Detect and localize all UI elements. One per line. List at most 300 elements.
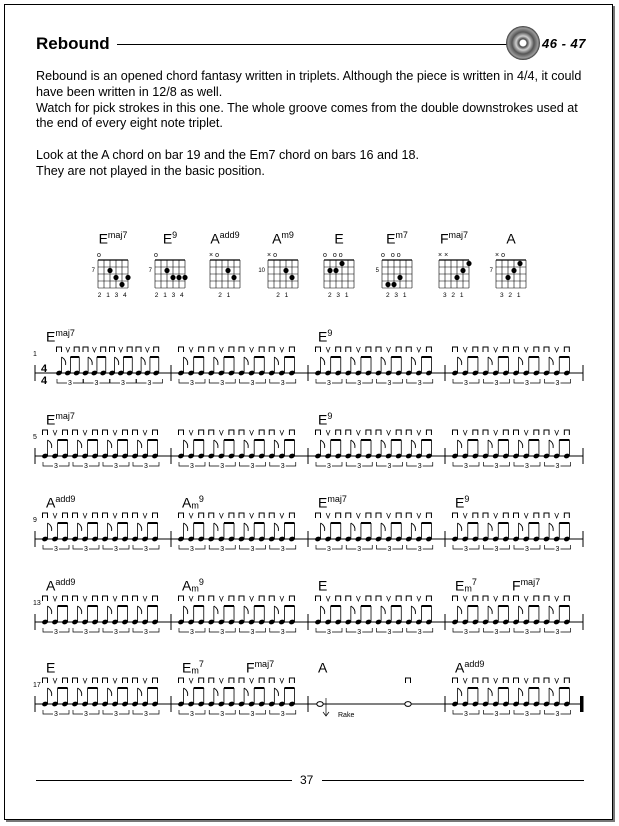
- triplet-number: 3: [525, 463, 529, 470]
- downstroke-mark: [63, 596, 68, 601]
- chord-label: [46, 411, 75, 428]
- note-flag: [351, 523, 355, 531]
- downstroke-mark: [123, 596, 128, 601]
- fret-number: 7: [148, 268, 152, 274]
- chord-label-minor: m: [464, 583, 472, 594]
- downstroke-mark: [426, 513, 431, 518]
- downstroke-mark: [239, 430, 244, 435]
- triplet-number: 3: [54, 463, 58, 470]
- upstroke-mark: [83, 596, 87, 601]
- downstroke-mark: [564, 430, 569, 435]
- note-flag: [411, 357, 415, 365]
- fret-number: 7: [91, 268, 95, 274]
- chord-label-extension: 9: [198, 494, 204, 504]
- bar-number: 9: [33, 517, 37, 524]
- triplet-number: 3: [190, 463, 194, 470]
- chord-extension: add9: [219, 230, 240, 240]
- downstroke-mark: [110, 347, 115, 352]
- fret-number: 7: [489, 268, 493, 274]
- note-flag: [274, 440, 278, 448]
- downstroke-mark: [199, 347, 204, 352]
- downstroke-mark: [209, 596, 214, 601]
- note-flag: [549, 440, 553, 448]
- upstroke-mark: [250, 596, 254, 601]
- triplet-number: 3: [54, 711, 58, 718]
- intro-p4: They are not played in the basic position.: [36, 163, 265, 178]
- open-strings: ×o: [209, 252, 221, 259]
- triplet-number: 3: [464, 711, 468, 718]
- downstroke-mark: [483, 513, 488, 518]
- downstroke-mark: [406, 596, 411, 601]
- note-flag: [78, 606, 82, 614]
- upstroke-mark: [524, 596, 528, 601]
- downstroke-mark: [336, 430, 341, 435]
- upstroke-mark: [494, 347, 498, 352]
- triplet-number: 3: [121, 380, 125, 387]
- downstroke-mark: [473, 513, 478, 518]
- chord-label-root: E: [318, 494, 328, 511]
- note-flag: [138, 606, 142, 614]
- upstroke-mark: [280, 347, 284, 352]
- triplet-number: 3: [464, 629, 468, 636]
- upstroke-mark: [250, 430, 254, 435]
- downstroke-mark: [229, 596, 234, 601]
- triplet-number: 3: [68, 380, 72, 387]
- half-note: [317, 702, 323, 707]
- downstroke-mark: [43, 596, 48, 601]
- upstroke-mark: [189, 430, 193, 435]
- downstroke-mark: [346, 513, 351, 518]
- upstroke-mark: [463, 347, 467, 352]
- triplet-number: 3: [494, 629, 499, 636]
- downstroke-mark: [269, 430, 274, 435]
- upstroke-mark: [463, 513, 467, 518]
- downstroke-mark: [199, 596, 204, 601]
- upstroke-mark: [189, 513, 193, 518]
- note-flag: [184, 688, 188, 696]
- note-flag: [321, 357, 325, 365]
- chord-label: [455, 577, 477, 594]
- triplet-number: 3: [280, 546, 285, 553]
- upstroke-mark: [555, 596, 559, 601]
- chord-label: [46, 328, 75, 345]
- upstroke-mark: [189, 678, 193, 683]
- downstroke-mark: [564, 347, 569, 352]
- chord-extension: maj7: [107, 230, 128, 240]
- triplet-number: 3: [220, 711, 225, 718]
- triplet-number: 3: [327, 546, 331, 553]
- upstroke-mark: [463, 678, 467, 683]
- downstroke-mark: [259, 678, 264, 683]
- downstroke-mark: [396, 596, 401, 601]
- finger-numbers: 3 2 1: [443, 292, 465, 299]
- downstroke-mark: [289, 678, 294, 683]
- note-flag: [274, 606, 278, 614]
- downstroke-mark: [73, 513, 78, 518]
- open-strings: ××: [438, 252, 451, 259]
- chord-label-root: A: [182, 494, 192, 511]
- note-flag: [519, 357, 523, 365]
- triplet-number: 3: [190, 711, 194, 718]
- finger-numbers: 3 2 1: [500, 292, 522, 299]
- downstroke-mark: [396, 430, 401, 435]
- downstroke-mark: [426, 430, 431, 435]
- note-flag: [488, 688, 492, 696]
- downstroke-mark: [43, 430, 48, 435]
- downstroke-mark: [153, 678, 158, 683]
- triplet-number: 3: [357, 380, 362, 387]
- downstroke-mark: [514, 347, 519, 352]
- downstroke-mark: [259, 596, 264, 601]
- chord-label: [46, 577, 75, 594]
- downstroke-mark: [514, 596, 519, 601]
- triplet-number: 3: [464, 463, 468, 470]
- downstroke-mark: [209, 430, 214, 435]
- upstroke-mark: [555, 347, 559, 352]
- note-flag: [244, 440, 248, 448]
- downstroke-mark: [239, 678, 244, 683]
- open-strings: o: [97, 252, 103, 259]
- upstroke-mark: [113, 430, 117, 435]
- downstroke-mark: [289, 430, 294, 435]
- downstroke-mark: [93, 596, 98, 601]
- downstroke-mark: [366, 430, 371, 435]
- upstroke-mark: [387, 513, 391, 518]
- chord-extension: m9: [281, 230, 294, 240]
- note-flag: [244, 688, 248, 696]
- chord-label-root: E: [318, 411, 328, 428]
- note-flag: [244, 523, 248, 531]
- downstroke-mark: [199, 430, 204, 435]
- triplet-number: 3: [54, 629, 58, 636]
- chord-label: [455, 659, 484, 676]
- chord-label-extension: maj7: [55, 411, 75, 421]
- chord-label-extension: add9: [464, 659, 485, 669]
- open-strings: o oo: [381, 252, 403, 259]
- note-flag: [108, 606, 112, 614]
- chord-label-minor: m: [191, 583, 199, 594]
- triplet-number: 3: [494, 380, 499, 387]
- downstroke-mark: [74, 347, 79, 352]
- note-flag: [458, 606, 462, 614]
- note-flag: [138, 688, 142, 696]
- note-flag: [48, 440, 52, 448]
- downstroke-mark: [239, 596, 244, 601]
- triplet-number: 3: [190, 629, 194, 636]
- note-flag: [381, 440, 385, 448]
- chord-label-root: E: [318, 328, 328, 345]
- upstroke-mark: [113, 513, 117, 518]
- downstroke-mark: [534, 430, 539, 435]
- note-flag: [184, 440, 188, 448]
- note-flag: [138, 440, 142, 448]
- downstroke-mark: [239, 347, 244, 352]
- upstroke-mark: [219, 347, 223, 352]
- intro-p1: Rebound is an opened chord fantasy written in triplets. Although the piece is written in 4/4, it could have been written in 12/8 as well.: [36, 69, 582, 99]
- downstroke-mark: [534, 347, 539, 352]
- downstroke-mark: [153, 596, 158, 601]
- triplet-number: 3: [494, 711, 499, 718]
- upstroke-mark: [417, 596, 421, 601]
- triplet-number: 3: [144, 711, 148, 718]
- triplet-number: 3: [84, 629, 88, 636]
- note-flag: [108, 688, 112, 696]
- triplet-number: 3: [555, 629, 560, 636]
- triplet-number: 3: [280, 711, 285, 718]
- upstroke-mark: [417, 513, 421, 518]
- downstroke-mark: [483, 678, 488, 683]
- chord-label: [318, 659, 327, 676]
- note-flag: [519, 606, 523, 614]
- upstroke-mark: [326, 347, 330, 352]
- note-flag: [321, 440, 325, 448]
- chord-label-root: F: [246, 659, 255, 676]
- downstroke-mark: [153, 513, 158, 518]
- downstroke-mark: [346, 430, 351, 435]
- downstroke-mark: [376, 430, 381, 435]
- upstroke-mark: [417, 430, 421, 435]
- downstroke-mark: [534, 678, 539, 683]
- downstroke-mark: [503, 596, 508, 601]
- downstroke-mark: [289, 513, 294, 518]
- chord-label-extension: add9: [55, 577, 76, 587]
- downstroke-mark: [103, 596, 108, 601]
- finger-numbers: 2 1 3 4: [154, 292, 186, 299]
- chord-root: F: [439, 230, 449, 247]
- upstroke-mark: [555, 430, 559, 435]
- upstroke-mark: [250, 513, 254, 518]
- downstroke-mark: [209, 347, 214, 352]
- triplet-number: 3: [250, 711, 255, 718]
- downstroke-mark: [63, 513, 68, 518]
- downstroke-mark: [453, 430, 458, 435]
- note-flag: [214, 523, 218, 531]
- finger-numbers: 2 1: [276, 292, 290, 299]
- chord-root: A: [272, 230, 282, 247]
- triplet-number: 3: [54, 546, 58, 553]
- upstroke-mark: [387, 347, 391, 352]
- downstroke-mark: [366, 347, 371, 352]
- note-flag: [351, 357, 355, 365]
- note-flag: [321, 606, 325, 614]
- chord-root: E: [162, 230, 173, 247]
- bar-number: 5: [33, 434, 37, 441]
- note-flag: [549, 357, 553, 365]
- chord-label-extension: maj7: [254, 659, 275, 669]
- chord-label-root: A: [455, 659, 465, 676]
- upstroke-mark: [417, 347, 421, 352]
- downstroke-mark: [289, 596, 294, 601]
- note-flag: [48, 606, 52, 614]
- triplet-number: 3: [464, 546, 468, 553]
- note-flag: [488, 440, 492, 448]
- chord-label: [182, 659, 204, 676]
- downstroke-mark: [123, 430, 128, 435]
- chord-label-extension: maj7: [327, 494, 347, 504]
- note-flag: [78, 688, 82, 696]
- upstroke-mark: [189, 596, 193, 601]
- downstroke-mark: [514, 430, 519, 435]
- upstroke-mark: [494, 596, 498, 601]
- note-flag: [78, 523, 82, 531]
- triplet-number: 3: [280, 463, 285, 470]
- triplet-number: 3: [144, 629, 148, 636]
- chord-label: [318, 328, 332, 345]
- downstroke-mark: [544, 513, 549, 518]
- upstroke-mark: [524, 678, 528, 683]
- downstroke-mark: [483, 596, 488, 601]
- downstroke-mark: [136, 347, 141, 352]
- triplet-number: 3: [555, 463, 560, 470]
- downstroke-mark: [346, 596, 351, 601]
- downstroke-mark: [406, 678, 411, 683]
- bar-number: 17: [33, 682, 41, 689]
- downstroke-mark: [473, 430, 478, 435]
- triplet-number: 3: [464, 380, 468, 387]
- note-flag: [138, 523, 142, 531]
- downstroke-mark: [153, 430, 158, 435]
- downstroke-mark: [534, 596, 539, 601]
- upstroke-mark: [356, 347, 360, 352]
- triplet-number: 3: [327, 380, 331, 387]
- upstroke-mark: [189, 347, 193, 352]
- upstroke-mark: [494, 513, 498, 518]
- downstroke-mark: [366, 513, 371, 518]
- downstroke-mark: [483, 347, 488, 352]
- note-flag: [411, 440, 415, 448]
- downstroke-mark: [93, 513, 98, 518]
- downstroke-mark: [43, 678, 48, 683]
- downstroke-mark: [63, 430, 68, 435]
- triplet-number: 3: [280, 629, 285, 636]
- upstroke-mark: [463, 430, 467, 435]
- footer-rule-right: [322, 780, 584, 781]
- downstroke-mark: [376, 513, 381, 518]
- intro-p2: Watch for pick strokes in this one. The whole groove comes from the double downstrokes used at the end of every eight note triplet.: [36, 100, 578, 131]
- note-flag: [48, 523, 52, 531]
- downstroke-mark: [43, 513, 48, 518]
- downstroke-mark: [473, 596, 478, 601]
- note-flag: [184, 523, 188, 531]
- note-flag: [549, 606, 553, 614]
- upstroke-mark: [463, 596, 467, 601]
- triplet-number: 3: [494, 546, 499, 553]
- note-flag: [549, 523, 553, 531]
- chord-root: A: [210, 230, 220, 247]
- triplet-number: 3: [387, 463, 392, 470]
- triplet-number: 3: [84, 546, 88, 553]
- open-strings: o oo: [323, 252, 345, 259]
- downstroke-mark: [366, 596, 371, 601]
- downstroke-mark: [564, 678, 569, 683]
- half-note: [405, 702, 411, 707]
- note-flag: [411, 606, 415, 614]
- chord-label: [318, 411, 332, 428]
- downstroke-mark: [123, 513, 128, 518]
- downstroke-mark: [179, 596, 184, 601]
- downstroke-mark: [73, 430, 78, 435]
- downstroke-mark: [503, 513, 508, 518]
- upstroke-mark: [494, 678, 498, 683]
- downstroke-mark: [199, 678, 204, 683]
- triplet-number: 3: [144, 546, 148, 553]
- chord-label: [46, 494, 75, 511]
- note-flag: [274, 688, 278, 696]
- triplet-number: 3: [525, 629, 529, 636]
- intro-p3: Look at the A chord on bar 19 and the Em7 chord on bars 16 and 18.: [36, 148, 419, 163]
- upstroke-mark: [280, 430, 284, 435]
- downstroke-mark: [93, 678, 98, 683]
- note-flag: [549, 688, 553, 696]
- chord-label-root: E: [182, 659, 192, 676]
- downstroke-mark: [229, 430, 234, 435]
- chord-label-root: E: [46, 659, 56, 676]
- note-flag: [488, 357, 492, 365]
- downstroke-mark: [73, 678, 78, 683]
- time-signature-top: 4: [41, 363, 48, 375]
- upstroke-mark: [83, 513, 87, 518]
- downstroke-mark: [133, 678, 138, 683]
- triplet-number: 3: [250, 629, 255, 636]
- upstroke-mark: [555, 513, 559, 518]
- downstroke-mark: [473, 347, 478, 352]
- downstroke-mark: [127, 347, 132, 352]
- upstroke-mark: [53, 513, 57, 518]
- upstroke-mark: [555, 678, 559, 683]
- downstroke-mark: [269, 596, 274, 601]
- upstroke-mark: [356, 596, 360, 601]
- note-flag: [115, 357, 119, 365]
- downstroke-mark: [514, 678, 519, 683]
- upstroke-mark: [143, 596, 147, 601]
- downstroke-mark: [229, 513, 234, 518]
- note-flag: [108, 523, 112, 531]
- triplet-number: 3: [190, 380, 194, 387]
- downstroke-mark: [103, 430, 108, 435]
- triplet-number: 3: [220, 629, 225, 636]
- chord-root: E: [98, 230, 108, 247]
- downstroke-mark: [316, 513, 321, 518]
- note-flag: [244, 606, 248, 614]
- chord-extension: m7: [395, 230, 408, 240]
- downstroke-mark: [63, 678, 68, 683]
- upstroke-mark: [280, 678, 284, 683]
- downstroke-mark: [503, 430, 508, 435]
- downstroke-mark: [396, 347, 401, 352]
- upstroke-mark: [494, 430, 498, 435]
- downstroke-mark: [406, 513, 411, 518]
- chord-label-root: E: [318, 577, 328, 594]
- chord-label-root: A: [318, 659, 328, 676]
- triplet-number: 3: [280, 380, 285, 387]
- upstroke-mark: [66, 347, 70, 352]
- triplet-number: 3: [357, 629, 362, 636]
- upstroke-mark: [53, 678, 57, 683]
- page-number: 37: [300, 773, 314, 787]
- triplet-number: 3: [525, 711, 529, 718]
- triplet-number: 3: [220, 463, 225, 470]
- page-title: Rebound: [36, 34, 110, 53]
- triplet-number: 3: [525, 380, 529, 387]
- downstroke-mark: [101, 347, 106, 352]
- upstroke-mark: [219, 513, 223, 518]
- triplet-number: 3: [250, 380, 255, 387]
- note-flag: [351, 440, 355, 448]
- upstroke-mark: [83, 678, 87, 683]
- downstroke-mark: [103, 678, 108, 683]
- triplet-number: 3: [84, 463, 88, 470]
- note-flag: [458, 523, 462, 531]
